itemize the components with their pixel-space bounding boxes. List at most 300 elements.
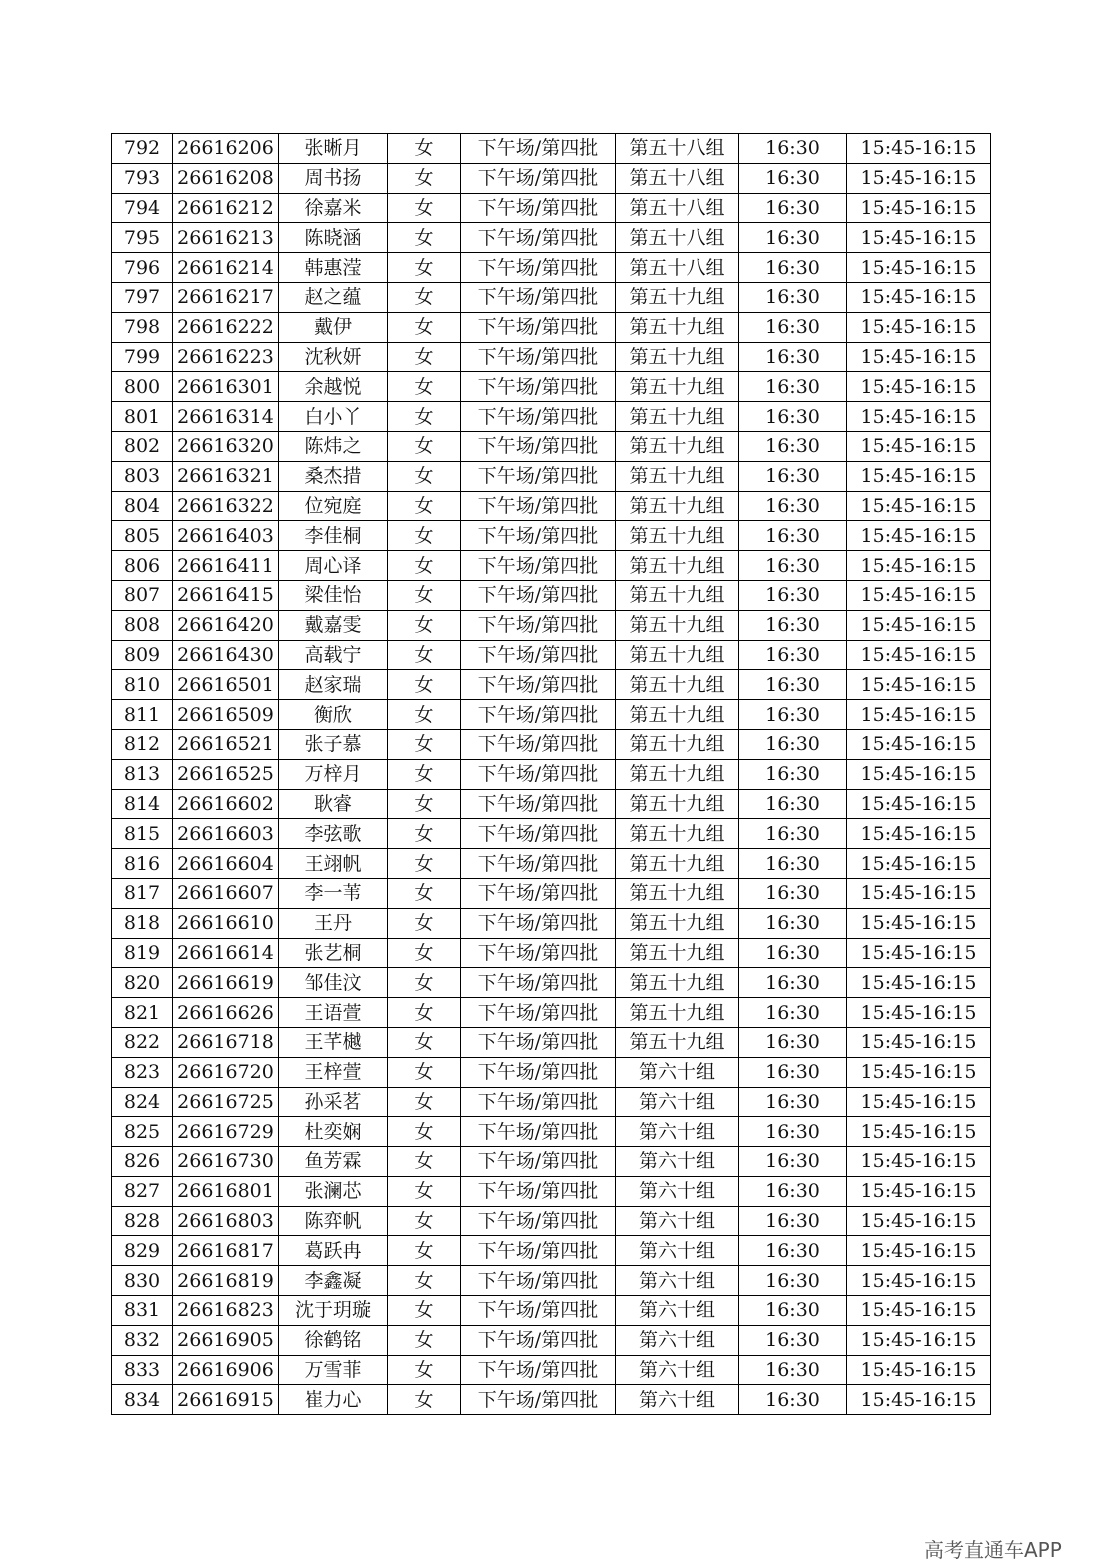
table-row [112, 1266, 991, 1296]
gender-cell: 女 [388, 759, 461, 789]
id-cell: 26616314 [173, 402, 279, 432]
table-row [112, 223, 991, 253]
session-cell: 下午场/第四批 [461, 1087, 616, 1117]
name-cell: 沈秋妍 [279, 342, 388, 372]
timeslot-cell: 15:45-16:15 [847, 1325, 991, 1355]
group-cell: 第五十九组 [616, 759, 739, 789]
timeslot-cell: 15:45-16:15 [847, 968, 991, 998]
id-cell: 26616320 [173, 431, 279, 461]
table-row [112, 938, 991, 968]
gender-cell: 女 [388, 372, 461, 402]
timeslot-cell: 15:45-16:15 [847, 342, 991, 372]
id-cell: 26616729 [173, 1117, 279, 1147]
timeslot-cell: 15:45-16:15 [847, 849, 991, 879]
timeslot-cell: 15:45-16:15 [847, 640, 991, 670]
seq-cell: 827 [112, 1176, 173, 1206]
group-cell: 第五十九组 [616, 878, 739, 908]
id-cell: 26616501 [173, 670, 279, 700]
group-cell: 第六十组 [616, 1296, 739, 1326]
session-cell: 下午场/第四批 [461, 491, 616, 521]
name-cell: 沈于玥璇 [279, 1296, 388, 1326]
name-cell: 桑杰措 [279, 461, 388, 491]
time-cell: 16:30 [739, 1385, 847, 1415]
id-cell: 26616217 [173, 282, 279, 312]
group-cell: 第六十组 [616, 1057, 739, 1087]
gender-cell: 女 [388, 700, 461, 730]
session-cell: 下午场/第四批 [461, 729, 616, 759]
timeslot-cell: 15:45-16:15 [847, 1236, 991, 1266]
id-cell: 26616415 [173, 580, 279, 610]
name-cell: 杜奕娴 [279, 1117, 388, 1147]
group-cell: 第五十九组 [616, 908, 739, 938]
session-cell: 下午场/第四批 [461, 580, 616, 610]
session-cell: 下午场/第四批 [461, 998, 616, 1028]
table-row [112, 1206, 991, 1236]
name-cell: 张艺桐 [279, 938, 388, 968]
gender-cell: 女 [388, 1355, 461, 1385]
table-row [112, 253, 991, 283]
table-row [112, 1385, 991, 1415]
session-cell: 下午场/第四批 [461, 431, 616, 461]
session-cell: 下午场/第四批 [461, 521, 616, 551]
timeslot-cell: 15:45-16:15 [847, 878, 991, 908]
time-cell: 16:30 [739, 640, 847, 670]
gender-cell: 女 [388, 1236, 461, 1266]
group-cell: 第六十组 [616, 1117, 739, 1147]
id-cell: 26616801 [173, 1176, 279, 1206]
id-cell: 26616213 [173, 223, 279, 253]
time-cell: 16:30 [739, 253, 847, 283]
table-row [112, 789, 991, 819]
id-cell: 26616626 [173, 998, 279, 1028]
table-row [112, 193, 991, 223]
timeslot-cell: 15:45-16:15 [847, 998, 991, 1028]
table-row [112, 1057, 991, 1087]
id-cell: 26616322 [173, 491, 279, 521]
time-cell: 16:30 [739, 700, 847, 730]
group-cell: 第六十组 [616, 1087, 739, 1117]
id-cell: 26616411 [173, 551, 279, 581]
seq-cell: 832 [112, 1325, 173, 1355]
timeslot-cell: 15:45-16:15 [847, 700, 991, 730]
seq-cell: 807 [112, 580, 173, 610]
seq-cell: 803 [112, 461, 173, 491]
id-cell: 26616604 [173, 849, 279, 879]
table-row [112, 878, 991, 908]
group-cell: 第六十组 [616, 1385, 739, 1415]
gender-cell: 女 [388, 968, 461, 998]
gender-cell: 女 [388, 163, 461, 193]
timeslot-cell: 15:45-16:15 [847, 431, 991, 461]
gender-cell: 女 [388, 402, 461, 432]
id-cell: 26616817 [173, 1236, 279, 1266]
time-cell: 16:30 [739, 908, 847, 938]
timeslot-cell: 15:45-16:15 [847, 461, 991, 491]
gender-cell: 女 [388, 134, 461, 164]
id-cell: 26616206 [173, 134, 279, 164]
id-cell: 26616403 [173, 521, 279, 551]
time-cell: 16:30 [739, 342, 847, 372]
gender-cell: 女 [388, 878, 461, 908]
table-row [112, 1325, 991, 1355]
timeslot-cell: 15:45-16:15 [847, 223, 991, 253]
name-cell: 王芊樾 [279, 1027, 388, 1057]
gender-cell: 女 [388, 610, 461, 640]
id-cell: 26616819 [173, 1266, 279, 1296]
seq-cell: 802 [112, 431, 173, 461]
seq-cell: 822 [112, 1027, 173, 1057]
session-cell: 下午场/第四批 [461, 1206, 616, 1236]
table-row [112, 640, 991, 670]
timeslot-cell: 15:45-16:15 [847, 312, 991, 342]
time-cell: 16:30 [739, 849, 847, 879]
group-cell: 第六十组 [616, 1325, 739, 1355]
timeslot-cell: 15:45-16:15 [847, 759, 991, 789]
gender-cell: 女 [388, 1176, 461, 1206]
seq-cell: 804 [112, 491, 173, 521]
time-cell: 16:30 [739, 968, 847, 998]
gender-cell: 女 [388, 908, 461, 938]
seq-cell: 823 [112, 1057, 173, 1087]
seq-cell: 828 [112, 1206, 173, 1236]
session-cell: 下午场/第四批 [461, 849, 616, 879]
id-cell: 26616619 [173, 968, 279, 998]
group-cell: 第五十九组 [616, 998, 739, 1028]
time-cell: 16:30 [739, 163, 847, 193]
time-cell: 16:30 [739, 1087, 847, 1117]
time-cell: 16:30 [739, 580, 847, 610]
name-cell: 徐嘉米 [279, 193, 388, 223]
table-row [112, 1117, 991, 1147]
timeslot-cell: 15:45-16:15 [847, 729, 991, 759]
session-cell: 下午场/第四批 [461, 193, 616, 223]
seq-cell: 831 [112, 1296, 173, 1326]
name-cell: 戴嘉雯 [279, 610, 388, 640]
group-cell: 第五十九组 [616, 789, 739, 819]
table-row [112, 1147, 991, 1177]
time-cell: 16:30 [739, 372, 847, 402]
id-cell: 26616602 [173, 789, 279, 819]
session-cell: 下午场/第四批 [461, 282, 616, 312]
session-cell: 下午场/第四批 [461, 342, 616, 372]
session-cell: 下午场/第四批 [461, 461, 616, 491]
time-cell: 16:30 [739, 1266, 847, 1296]
table-row [112, 849, 991, 879]
table-row [112, 819, 991, 849]
name-cell: 邹佳汶 [279, 968, 388, 998]
session-cell: 下午场/第四批 [461, 878, 616, 908]
id-cell: 26616614 [173, 938, 279, 968]
session-cell: 下午场/第四批 [461, 1296, 616, 1326]
name-cell: 李鑫凝 [279, 1266, 388, 1296]
group-cell: 第五十八组 [616, 134, 739, 164]
time-cell: 16:30 [739, 1147, 847, 1177]
id-cell: 26616223 [173, 342, 279, 372]
time-cell: 16:30 [739, 729, 847, 759]
session-cell: 下午场/第四批 [461, 1325, 616, 1355]
group-cell: 第五十九组 [616, 461, 739, 491]
gender-cell: 女 [388, 729, 461, 759]
time-cell: 16:30 [739, 461, 847, 491]
group-cell: 第六十组 [616, 1206, 739, 1236]
group-cell: 第五十九组 [616, 402, 739, 432]
group-cell: 第六十组 [616, 1147, 739, 1177]
name-cell: 衡欣 [279, 700, 388, 730]
timeslot-cell: 15:45-16:15 [847, 908, 991, 938]
group-cell: 第六十组 [616, 1236, 739, 1266]
name-cell: 张澜芯 [279, 1176, 388, 1206]
name-cell: 周书扬 [279, 163, 388, 193]
timeslot-cell: 15:45-16:15 [847, 521, 991, 551]
seq-cell: 809 [112, 640, 173, 670]
time-cell: 16:30 [739, 1206, 847, 1236]
table-row [112, 729, 991, 759]
time-cell: 16:30 [739, 431, 847, 461]
seq-cell: 816 [112, 849, 173, 879]
time-cell: 16:30 [739, 312, 847, 342]
seq-cell: 798 [112, 312, 173, 342]
name-cell: 赵之蕴 [279, 282, 388, 312]
name-cell: 崔力心 [279, 1385, 388, 1415]
time-cell: 16:30 [739, 759, 847, 789]
group-cell: 第六十组 [616, 1176, 739, 1206]
seq-cell: 814 [112, 789, 173, 819]
session-cell: 下午场/第四批 [461, 1117, 616, 1147]
time-cell: 16:30 [739, 670, 847, 700]
table-row [112, 431, 991, 461]
time-cell: 16:30 [739, 1117, 847, 1147]
group-cell: 第五十九组 [616, 819, 739, 849]
seq-cell: 796 [112, 253, 173, 283]
name-cell: 梁佳怡 [279, 580, 388, 610]
id-cell: 26616321 [173, 461, 279, 491]
roster-table [111, 133, 991, 1415]
name-cell: 韩惠滢 [279, 253, 388, 283]
time-cell: 16:30 [739, 1027, 847, 1057]
gender-cell: 女 [388, 789, 461, 819]
timeslot-cell: 15:45-16:15 [847, 282, 991, 312]
session-cell: 下午场/第四批 [461, 163, 616, 193]
name-cell: 李一苇 [279, 878, 388, 908]
gender-cell: 女 [388, 1087, 461, 1117]
seq-cell: 829 [112, 1236, 173, 1266]
name-cell: 戴伊 [279, 312, 388, 342]
session-cell: 下午场/第四批 [461, 610, 616, 640]
seq-cell: 820 [112, 968, 173, 998]
timeslot-cell: 15:45-16:15 [847, 1117, 991, 1147]
timeslot-cell: 15:45-16:15 [847, 938, 991, 968]
name-cell: 王丹 [279, 908, 388, 938]
time-cell: 16:30 [739, 819, 847, 849]
group-cell: 第五十九组 [616, 342, 739, 372]
name-cell: 王梓萱 [279, 1057, 388, 1087]
table-row [112, 163, 991, 193]
name-cell: 张晰月 [279, 134, 388, 164]
group-cell: 第五十八组 [616, 163, 739, 193]
id-cell: 26616905 [173, 1325, 279, 1355]
id-cell: 26616803 [173, 1206, 279, 1236]
session-cell: 下午场/第四批 [461, 402, 616, 432]
session-cell: 下午场/第四批 [461, 819, 616, 849]
id-cell: 26616214 [173, 253, 279, 283]
name-cell: 李佳桐 [279, 521, 388, 551]
name-cell: 陈炜之 [279, 431, 388, 461]
gender-cell: 女 [388, 491, 461, 521]
name-cell: 李弦歌 [279, 819, 388, 849]
time-cell: 16:30 [739, 1236, 847, 1266]
seq-cell: 797 [112, 282, 173, 312]
group-cell: 第六十组 [616, 1355, 739, 1385]
id-cell: 26616906 [173, 1355, 279, 1385]
name-cell: 孙采茗 [279, 1087, 388, 1117]
seq-cell: 806 [112, 551, 173, 581]
table-row [112, 759, 991, 789]
seq-cell: 813 [112, 759, 173, 789]
seq-cell: 834 [112, 1385, 173, 1415]
session-cell: 下午场/第四批 [461, 1057, 616, 1087]
name-cell: 陈弈帆 [279, 1206, 388, 1236]
time-cell: 16:30 [739, 938, 847, 968]
session-cell: 下午场/第四批 [461, 551, 616, 581]
session-cell: 下午场/第四批 [461, 134, 616, 164]
time-cell: 16:30 [739, 282, 847, 312]
group-cell: 第五十九组 [616, 551, 739, 581]
table-row [112, 342, 991, 372]
timeslot-cell: 15:45-16:15 [847, 819, 991, 849]
table-row [112, 461, 991, 491]
group-cell: 第五十九组 [616, 938, 739, 968]
name-cell: 王翊帆 [279, 849, 388, 879]
timeslot-cell: 15:45-16:15 [847, 163, 991, 193]
group-cell: 第五十九组 [616, 372, 739, 402]
name-cell: 葛跃冉 [279, 1236, 388, 1266]
time-cell: 16:30 [739, 878, 847, 908]
gender-cell: 女 [388, 640, 461, 670]
group-cell: 第五十九组 [616, 968, 739, 998]
gender-cell: 女 [388, 521, 461, 551]
name-cell: 高载宁 [279, 640, 388, 670]
session-cell: 下午场/第四批 [461, 670, 616, 700]
gender-cell: 女 [388, 312, 461, 342]
id-cell: 26616222 [173, 312, 279, 342]
id-cell: 26616430 [173, 640, 279, 670]
seq-cell: 810 [112, 670, 173, 700]
group-cell: 第六十组 [616, 1266, 739, 1296]
session-cell: 下午场/第四批 [461, 1027, 616, 1057]
timeslot-cell: 15:45-16:15 [847, 1027, 991, 1057]
table-row [112, 521, 991, 551]
session-cell: 下午场/第四批 [461, 759, 616, 789]
gender-cell: 女 [388, 342, 461, 372]
table-row [112, 402, 991, 432]
session-cell: 下午场/第四批 [461, 372, 616, 402]
timeslot-cell: 15:45-16:15 [847, 1147, 991, 1177]
seq-cell: 818 [112, 908, 173, 938]
time-cell: 16:30 [739, 610, 847, 640]
timeslot-cell: 15:45-16:15 [847, 134, 991, 164]
name-cell: 张子慕 [279, 729, 388, 759]
session-cell: 下午场/第四批 [461, 1147, 616, 1177]
gender-cell: 女 [388, 1296, 461, 1326]
id-cell: 26616420 [173, 610, 279, 640]
gender-cell: 女 [388, 670, 461, 700]
timeslot-cell: 15:45-16:15 [847, 1176, 991, 1206]
seq-cell: 800 [112, 372, 173, 402]
gender-cell: 女 [388, 551, 461, 581]
seq-cell: 824 [112, 1087, 173, 1117]
time-cell: 16:30 [739, 521, 847, 551]
gender-cell: 女 [388, 1325, 461, 1355]
session-cell: 下午场/第四批 [461, 789, 616, 819]
seq-cell: 815 [112, 819, 173, 849]
gender-cell: 女 [388, 193, 461, 223]
gender-cell: 女 [388, 819, 461, 849]
name-cell: 周心译 [279, 551, 388, 581]
name-cell: 耿睿 [279, 789, 388, 819]
gender-cell: 女 [388, 253, 461, 283]
gender-cell: 女 [388, 580, 461, 610]
session-cell: 下午场/第四批 [461, 1355, 616, 1385]
group-cell: 第五十八组 [616, 193, 739, 223]
id-cell: 26616915 [173, 1385, 279, 1415]
seq-cell: 799 [112, 342, 173, 372]
session-cell: 下午场/第四批 [461, 1385, 616, 1415]
table-row [112, 282, 991, 312]
seq-cell: 817 [112, 878, 173, 908]
group-cell: 第五十九组 [616, 849, 739, 879]
timeslot-cell: 15:45-16:15 [847, 580, 991, 610]
id-cell: 26616607 [173, 878, 279, 908]
gender-cell: 女 [388, 1147, 461, 1177]
id-cell: 26616725 [173, 1087, 279, 1117]
timeslot-cell: 15:45-16:15 [847, 789, 991, 819]
name-cell: 赵家瑞 [279, 670, 388, 700]
id-cell: 26616823 [173, 1296, 279, 1326]
timeslot-cell: 15:45-16:15 [847, 1206, 991, 1236]
gender-cell: 女 [388, 1266, 461, 1296]
name-cell: 王语萱 [279, 998, 388, 1028]
time-cell: 16:30 [739, 402, 847, 432]
table-row [112, 700, 991, 730]
seq-cell: 826 [112, 1147, 173, 1177]
session-cell: 下午场/第四批 [461, 700, 616, 730]
time-cell: 16:30 [739, 998, 847, 1028]
timeslot-cell: 15:45-16:15 [847, 491, 991, 521]
session-cell: 下午场/第四批 [461, 968, 616, 998]
seq-cell: 808 [112, 610, 173, 640]
session-cell: 下午场/第四批 [461, 640, 616, 670]
id-cell: 26616720 [173, 1057, 279, 1087]
id-cell: 26616521 [173, 729, 279, 759]
table-row [112, 1355, 991, 1385]
group-cell: 第五十九组 [616, 640, 739, 670]
name-cell: 陈晓涵 [279, 223, 388, 253]
timeslot-cell: 15:45-16:15 [847, 1057, 991, 1087]
table-body [112, 134, 991, 1415]
name-cell: 万雪菲 [279, 1355, 388, 1385]
time-cell: 16:30 [739, 789, 847, 819]
time-cell: 16:30 [739, 1355, 847, 1385]
gender-cell: 女 [388, 282, 461, 312]
group-cell: 第五十九组 [616, 580, 739, 610]
table-row [112, 1236, 991, 1266]
table-row [112, 372, 991, 402]
group-cell: 第五十九组 [616, 431, 739, 461]
gender-cell: 女 [388, 461, 461, 491]
session-cell: 下午场/第四批 [461, 223, 616, 253]
table-row [112, 491, 991, 521]
session-cell: 下午场/第四批 [461, 1236, 616, 1266]
